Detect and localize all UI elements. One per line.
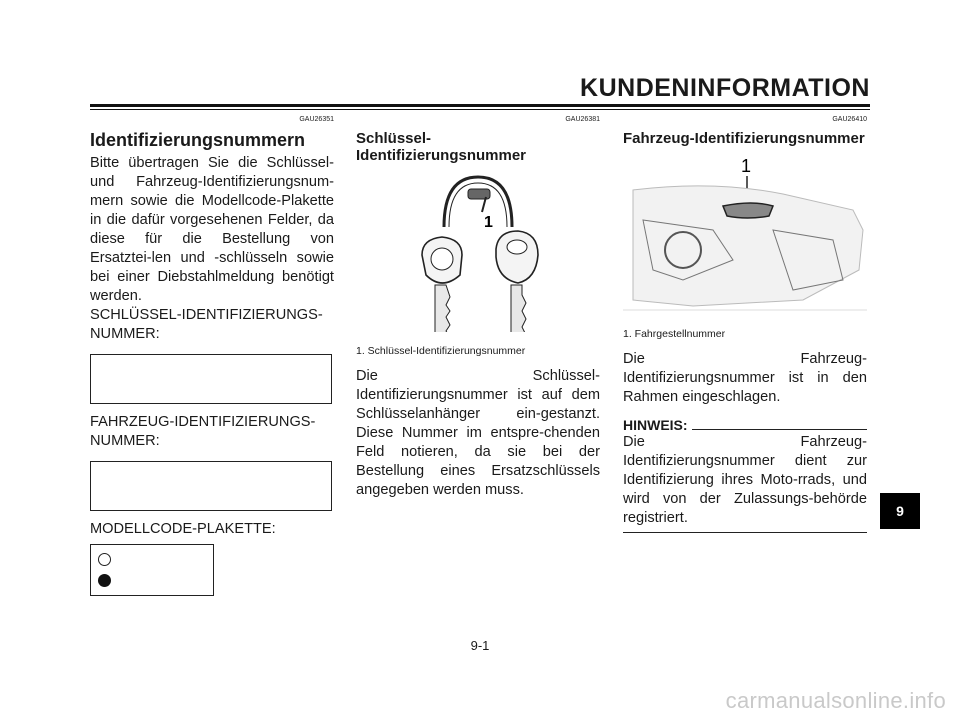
watermark: carmanualsonline.info [725,688,946,713]
model-label-label: MODELLCODE-PLAKETTE: [90,521,276,537]
left-key-hole [431,248,453,270]
key-ring [444,177,512,227]
note-header [623,417,867,433]
note-label: HINWEIS: [623,417,688,433]
header-rule [90,104,870,107]
section-heading: Identifizierungsnummern [90,130,306,150]
callout-number: 1 [741,156,752,176]
right-key-blade [511,285,526,332]
page-number: 9-1 [470,638,490,653]
model-label-field[interactable] [90,544,214,596]
intro-paragraph: Bitte übertragen Sie die Schlüssel- und Fahrzeug-Identifizierungsnum-mern sowie die Modellcode-Plakette in die dafür vorgesehenen Felder, da diese für die Bestellung von Ersatztei-len und -schlüsseln sowie bei einer Diebstahlmeldung benötigt werden. [90,155,334,304]
page-title: KUNDENINFORMATION [580,74,870,102]
right-key-head [496,231,538,283]
section-heading: Fahrzeug-Identifizierungsnummer [623,130,865,147]
rivet-icon [98,574,111,587]
hole-icon [98,553,111,566]
note-end-rule [623,532,867,533]
column-vehicle-number [623,116,867,533]
key-illustration [356,167,600,332]
vehicle-number-label: FAHRZEUG-IDENTIFIZIERUNGS-NUMMER: [90,414,316,449]
left-key-blade [435,285,450,332]
note-text: Die Fahrzeug-Identifizierungsnummer dient zur Identifizierung ihres Moto-rrads, und wird von der Zulassungs-behörde registriert. [623,434,867,526]
chapter-tab[interactable]: 9 [880,493,920,529]
note-rule [692,429,867,430]
section-code: GAU26351 [299,116,334,123]
key-number-field[interactable] [90,354,332,404]
figure-caption: 1. Fahrgestellnummer [623,328,726,340]
header-rule-thin [90,109,870,110]
key-number-label: SCHLÜSSEL-IDENTIFIZIERUNGS-NUMMER: [90,307,323,342]
section-code: GAU26410 [832,116,867,123]
figure-caption: 1. Schlüssel-Identifizierungsnummer [356,345,526,357]
vehicle-paragraph: Die Fahrzeug-Identifizierungsnummer ist in den Rahmen eingeschlagen. [623,351,867,405]
key-paragraph: Die Schlüssel-Identifizierungsnummer ist auf dem Schlüsselanhänger ein-gestanzt. Diese Nummer im entspre-chenden Feld notieren, da sie bei der Bestellung eines Ersatzschlüssels angegeben werden muss. [356,368,600,498]
frame-illustration [623,150,867,315]
right-key-hole [507,240,527,254]
section-heading: Schlüssel-Identifizierungsnummer [356,130,527,164]
column-identification-numbers [90,116,334,596]
vehicle-number-field[interactable] [90,461,332,511]
callout-number: 1 [484,214,493,231]
column-key-number [356,116,600,500]
vin-plate-icon [723,203,773,218]
section-code: GAU26381 [565,116,600,123]
